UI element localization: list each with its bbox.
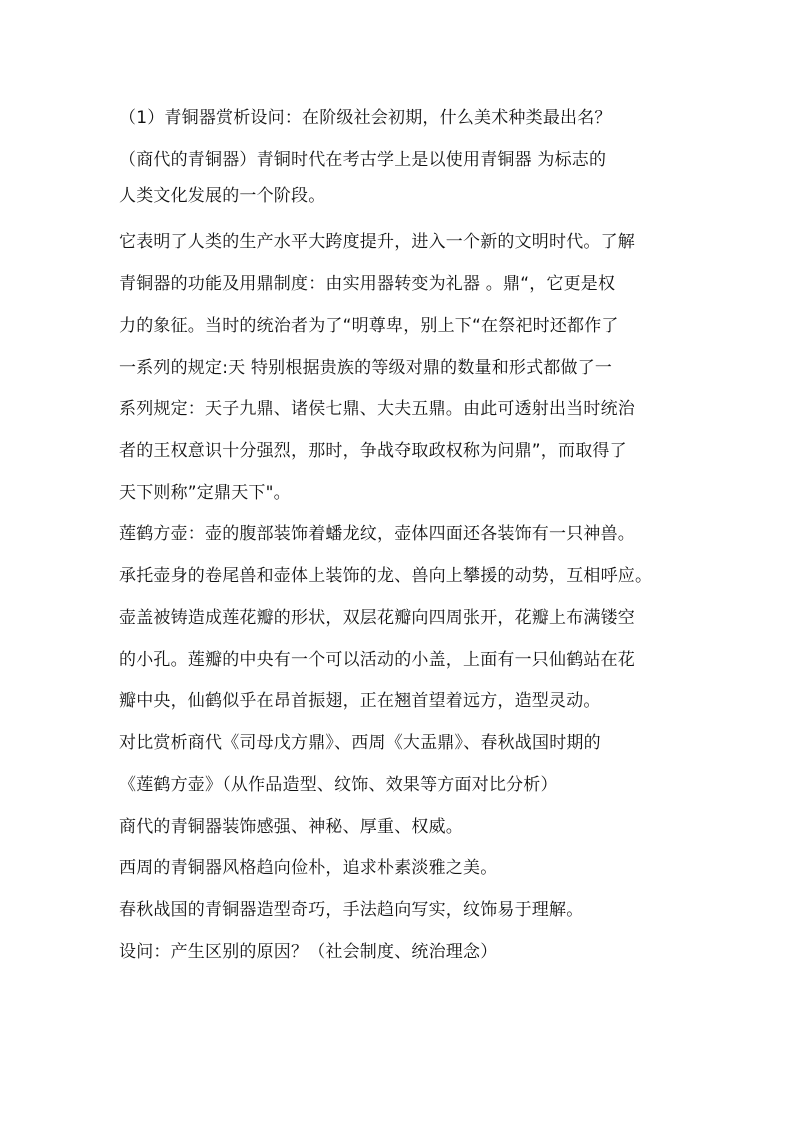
text-line: 莲鹤方壶：壶的腹部装饰着蟠龙纹，壶体四面还各装饰有一只神兽。 [119, 524, 635, 544]
text-line: 春秋战国的青铜器造型奇巧，手法趋向写实，纹饰易于理解。 [119, 900, 584, 920]
text-line: 人类文化发展的一个阶段。 [119, 186, 326, 206]
text-line: 壶盖被铸造成莲花瓣的形状，双层花瓣向四周张开，花瓣上布满镂空 [119, 608, 635, 628]
text-line: （商代的青铜器）青铜时代在考古学上是以使用青铜器 为标志的 [119, 150, 607, 170]
text-line: 天下则称”定鼎天下"。 [119, 483, 291, 503]
text-line: 对比赏析商代《司母戊方鼎》、西周《大盂鼎》、春秋战国时期的 [119, 733, 601, 753]
text-line: 系列规定：天子九鼎、诸侯七鼎、大夫五鼎。由此可透射出当时统治 [119, 399, 635, 419]
text-line: 设问：产生区别的原因？（社会制度、统治理念） [119, 942, 498, 962]
text-line: 它表明了人类的生产水平大跨度提升，进入一个新的文明时代。了解 [119, 232, 635, 252]
text-line: 的小孔。莲瓣的中央有一个可以活动的小盖，上面有一只仙鹤站在花 [119, 650, 635, 670]
text-line: 一系列的规定:天 特别根据贵族的等级对鼎的数量和形式都做了一 [119, 358, 613, 378]
text-line: 青铜器的功能及用鼎制度：由实用器转变为礼器 。鼎“，它更是权 [119, 274, 616, 294]
text-line: 《莲鹤方壶》（从作品造型、纹饰、效果等方面对比分析） [119, 775, 558, 795]
text-line: 瓣中央，仙鹤似乎在昂首振翅，正在翘首望着远方，造型灵动。 [119, 691, 601, 711]
text-line: 力的象征。当时的统治者为了“明尊卑，别上下“在祭祀时还都作了 [119, 316, 619, 336]
text-line: （1）青铜器赏析设问：在阶级社会初期，什么美术种类最出名？ [119, 108, 612, 128]
text-line: 者的王权意识十分强烈，那时，争战夺取政权称为问鼎”，而取得了 [119, 441, 627, 461]
text-line: 商代的青铜器装饰感强、神秘、厚重、权威。 [119, 817, 463, 837]
text-line: 西周的青铜器风格趋向俭朴，追求朴素淡雅之美。 [119, 858, 498, 878]
text-line: 承托壶身的卷尾兽和壶体上装饰的龙、兽向上攀援的动势，互相呼应。 [119, 566, 653, 586]
